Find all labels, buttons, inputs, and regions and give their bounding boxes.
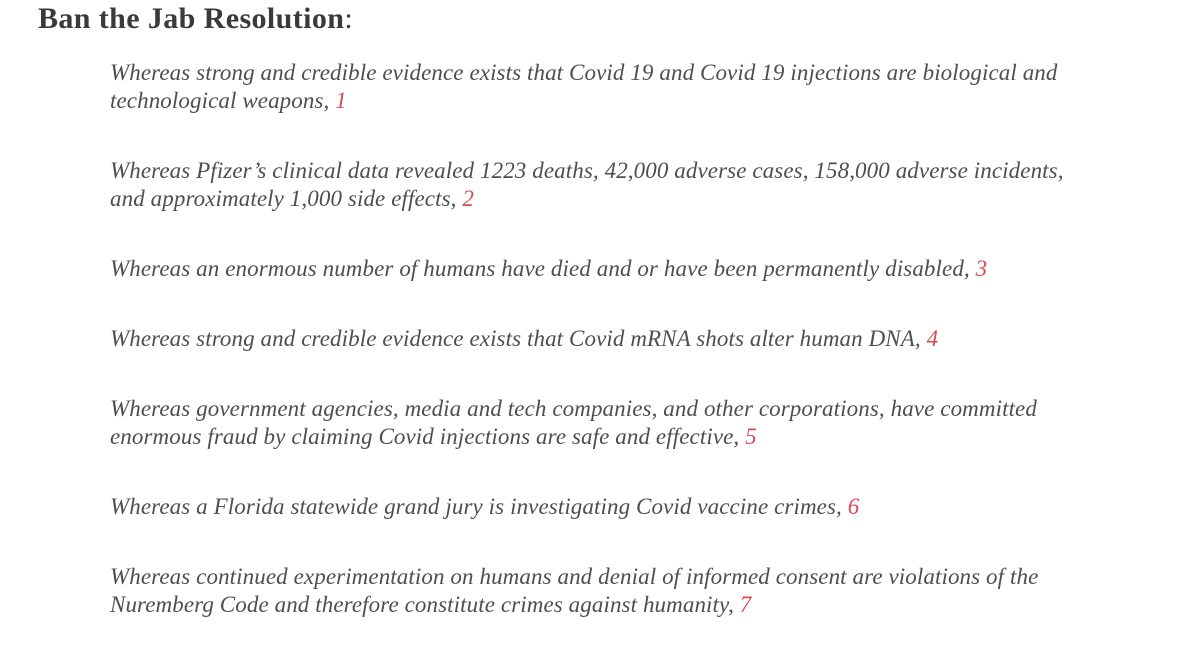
whereas-clause-2	[110, 157, 1095, 213]
clause-text: Whereas a Florida statewide grand jury is investigating Covid vaccine crimes,	[110, 494, 842, 519]
clause-ref-number: 2	[462, 186, 474, 211]
whereas-clause-4	[110, 325, 1095, 353]
whereas-clause-6	[110, 493, 1095, 521]
clause-text: Whereas Pfizer’s clinical data revealed 1223 deaths, 42,000 adverse cases, 158,000 adverse incidents, and approximately 1,000 side effects,	[110, 158, 1064, 211]
document-title	[0, 0, 1200, 36]
clause-ref-number: 5	[745, 424, 757, 449]
clause-text: Whereas government agencies, media and tech companies, and other corporations, have committed enormous fraud by claiming Covid injections are safe and effective,	[110, 396, 1037, 449]
clause-ref-number: 6	[847, 494, 860, 519]
clause-ref-number: 7	[739, 592, 752, 617]
whereas-clause-1	[110, 59, 1095, 115]
clause-list	[0, 59, 1200, 619]
whereas-clause-7	[110, 563, 1095, 619]
clause-text: Whereas strong and credible evidence exists that Covid mRNA shots alter human DNA,	[110, 326, 921, 351]
clause-text: Whereas strong and credible evidence exists that Covid 19 and Covid 19 injections are biological and technological weapons,	[110, 60, 1058, 113]
whereas-clause-5	[110, 395, 1095, 451]
clause-ref-number: 1	[335, 88, 347, 113]
document-title-text: Ban the Jab Resolution	[38, 2, 345, 35]
clause-text: Whereas continued experimentation on humans and denial of informed consent are violations of the Nuremberg Code and therefore constitute crimes against humanity,	[110, 564, 1039, 617]
whereas-clause-3	[110, 255, 1095, 283]
document-title-colon: :	[344, 2, 354, 35]
clause-ref-number: 3	[975, 256, 988, 281]
clause-ref-number: 4	[926, 326, 939, 351]
clause-text: Whereas an enormous number of humans have died and or have been permanently disabled,	[110, 256, 970, 281]
